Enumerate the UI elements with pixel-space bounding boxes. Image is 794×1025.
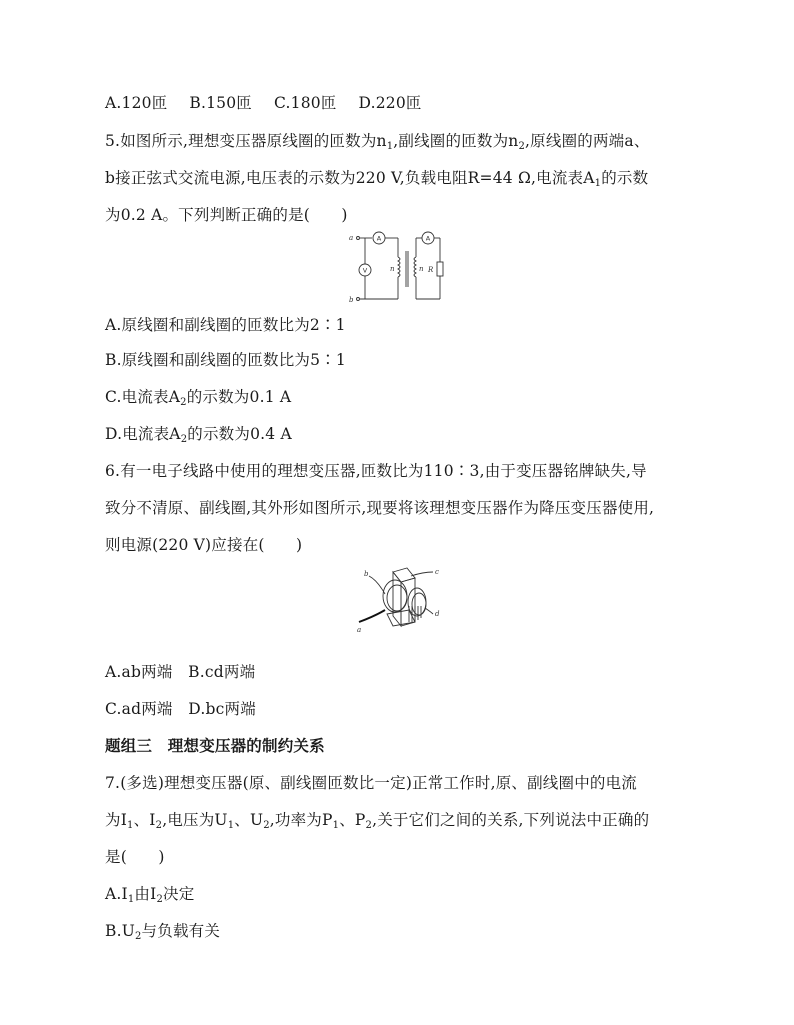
q6-stem-line1: 6.有一电子线路中使用的理想变压器,匝数比为110∶3,由于变压器铭牌缺失,导: [105, 462, 647, 480]
q5-n1-label: n: [390, 265, 395, 273]
q6-options-cd: C.ad两端 D.bc两端: [105, 700, 256, 718]
q7-option-a: $A.I_1$由$I_2$决定: [105, 885, 195, 905]
prev-option-d: D.220匝: [358, 94, 422, 112]
q5-terminal-b-label: b: [349, 296, 354, 304]
q5-n2-label: n: [419, 265, 424, 273]
q6-lead-c-label: c: [435, 568, 439, 576]
q5-ammeter-a1-label: A: [376, 234, 382, 243]
q5-stem-line1: 5.如图所示,理想变压器原线圈的匝数为$n_1$,副线圈的匝数为$n_2$,原线圈的两端a、: [105, 132, 650, 152]
q6-transformer-shape-figure: [355, 566, 450, 636]
q5-ammeter-a2-label: A: [425, 234, 431, 243]
q5-stem-line2: b接正弦式交流电源,电压表的示数为220 V,负载电阻R=44 Ω,电流表$A_1$的示数: [105, 169, 649, 189]
section-heading: 题组三 理想变压器的制约关系: [105, 737, 325, 755]
q5-option-c: C.电流表$A_2$的示数为0.1 A: [105, 388, 292, 408]
prev-option-a: A.120匝: [105, 94, 168, 112]
q7-option-b: $B.U_2$与负载有关: [105, 922, 221, 942]
q6-lead-b-label: b: [364, 570, 369, 578]
q7-stem-line3: 是( ): [105, 848, 165, 866]
q6-lead-d-label: d: [435, 610, 440, 618]
q5-option-b: B.原线圈和副线圈的匝数比为5∶1: [105, 351, 346, 369]
prev-option-c: C.180匝: [274, 94, 337, 112]
q5-terminal-a-label: a: [349, 234, 354, 242]
q5-option-d: D.电流表$A_2$的示数为0.4 A: [105, 425, 292, 445]
prev-option-b: B.150匝: [189, 94, 253, 112]
q6-stem-line3: 则电源(220 V)应接在( ): [105, 536, 303, 554]
q6-lead-a-label: a: [357, 626, 362, 634]
q6-stem-line2: 致分不清原、副线圈,其外形如图所示,现要将该理想变压器作为降压变压器使用,: [105, 499, 655, 517]
prev-options-row: [105, 92, 422, 114]
q5-option-a: A.原线圈和副线圈的匝数比为2∶1: [105, 316, 346, 334]
q6-options-ab: A.ab两端 B.cd两端: [105, 663, 256, 681]
q5-resistor-label: R: [428, 266, 434, 274]
q5-stem-line3: 为0.2 A。下列判断正确的是( ): [105, 206, 348, 224]
q7-stem-line2: 为$I_1$、$I_2$,电压为$U_1$、$U_2$,功率为$P_1$、$P_2$,关于它们之间的关系,下列说法中正确的: [105, 811, 650, 831]
q5-voltmeter-label: V: [362, 266, 368, 275]
q5-transformer-circuit-figure: [346, 227, 448, 307]
q7-stem-line1: 7.(多选)理想变压器(原、副线圈匝数比一定)正常工作时,原、副线圈中的电流: [105, 774, 638, 792]
